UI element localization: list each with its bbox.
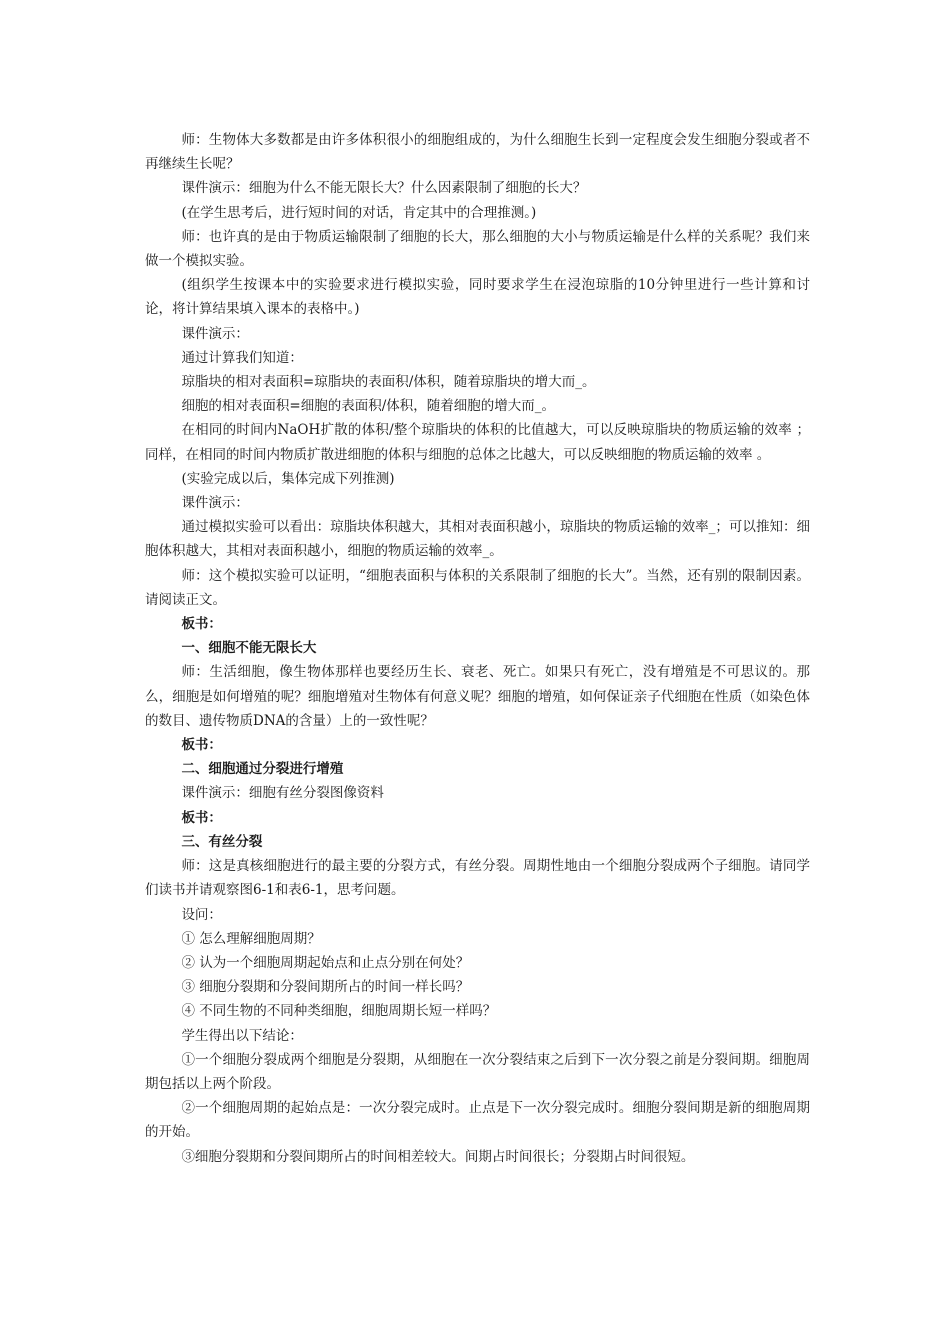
text-paragraph: 师：这个模拟实验可以证明，“细胞表面积与体积的关系限制了细胞的长大”。当然，还有别的限制因素。请阅读正文。	[145, 567, 810, 608]
text-paragraph: 细胞的相对表面积=细胞的表面积/体积，随着细胞的增大而_。	[181, 398, 556, 415]
heading-paragraph: 板书：	[181, 616, 222, 633]
text-paragraph: (在学生思考后，进行短时间的对话，肯定其中的合理推测。)	[181, 204, 537, 221]
text-paragraph: 琼脂块的相对表面积=琼脂块的表面积/体积，随着琼脂块的增大而_。	[181, 374, 596, 391]
text-paragraph: 课件演示：	[181, 495, 249, 512]
text-paragraph: 课件演示：细胞有丝分裂图像资料	[181, 785, 384, 802]
text-paragraph: 师：生活细胞，像生物体那样也要经历生长、衰老、死亡。如果只有死亡，没有增殖是不可思议的。那么，细胞是如何增殖的呢？细胞增殖对生物体有何意义呢？细胞的增殖，如何保证亲子代细胞在性质（如染色体的数目、遗传物质DNA的含量）上的一致性呢？	[145, 664, 810, 729]
text-paragraph: ②一个细胞周期的起始点是：一次分裂完成时。止点是下一次分裂完成时。细胞分裂间期是新的细胞周期的开始。	[145, 1100, 810, 1141]
text-paragraph: 设问：	[181, 906, 222, 923]
heading-paragraph: 三、有丝分裂	[181, 833, 263, 850]
text-paragraph: (实验完成以后，集体完成下列推测)	[181, 470, 395, 487]
text-paragraph: 师：也许真的是由于物质运输限制了细胞的长大，那么细胞的大小与物质运输是什么样的关系呢？我们来做一个模拟实验。	[145, 228, 810, 270]
heading-paragraph: 板书：	[181, 809, 222, 826]
text-paragraph: 课件演示：细胞为什么不能无限长大？什么因素限制了细胞的长大？	[181, 180, 587, 197]
text-paragraph: 在相同的时间内NaOH扩散的体积/整个琼脂块的体积的比值越大，可以反映琼脂块的物质运输的效率 ；同样，在相同的时间内物质扩散进细胞的体积与细胞的总体之比越大，可以反映细胞的物质运输的效率 。	[145, 422, 810, 463]
text-paragraph: ① 怎么理解细胞周期？	[181, 930, 321, 947]
text-paragraph: (组织学生按课本中的实验要求进行模拟实验，同时要求学生在浸泡琼脂的10分钟里进行一些计算和讨论，将计算结果填入课本的表格中。)	[145, 277, 810, 318]
text-paragraph: ④ 不同生物的不同种类细胞，细胞周期长短一样吗？	[181, 1003, 497, 1020]
text-paragraph: ③ 细胞分裂期和分裂间期所占的时间一样长吗？	[181, 979, 470, 996]
text-paragraph: ③细胞分裂期和分裂间期所占的时间相差较大。间期占时间很长；分裂期占时间很短。	[181, 1148, 695, 1165]
text-paragraph: 学生得出以下结论：	[181, 1027, 303, 1044]
text-paragraph: 通过计算我们知道：	[181, 349, 303, 366]
text-paragraph: ② 认为一个细胞周期起始点和止点分别在何处？	[181, 954, 470, 971]
heading-paragraph: 二、细胞通过分裂进行增殖	[181, 761, 344, 778]
heading-paragraph: 板书：	[181, 737, 222, 754]
text-paragraph: 通过模拟实验可以看出：琼脂块体积越大，其相对表面积越小，琼脂块的物质运输的效率_；可以推知：细胞体积越大，其相对表面积越小，细胞的物质运输的效率_。	[145, 519, 810, 560]
document-body	[145, 128, 810, 1169]
heading-paragraph: 一、细胞不能无限长大	[181, 640, 317, 657]
text-paragraph: 师：这是真核细胞进行的最主要的分裂方式，有丝分裂。周期性地由一个细胞分裂成两个子细胞。请同学们读书并请观察图6-1和表6-1，思考问题。	[145, 858, 810, 899]
text-paragraph: 课件演示：	[181, 325, 249, 342]
text-paragraph: 师：生物体大多数都是由许多体积很小的细胞组成的，为什么细胞生长到一定程度会发生细胞分裂或者不再继续生长呢？	[145, 132, 810, 173]
text-paragraph: ①一个细胞分裂成两个细胞是分裂期，从细胞在一次分裂结束之后到下一次分裂之前是分裂间期。细胞周期包括以上两个阶段。	[145, 1051, 810, 1092]
